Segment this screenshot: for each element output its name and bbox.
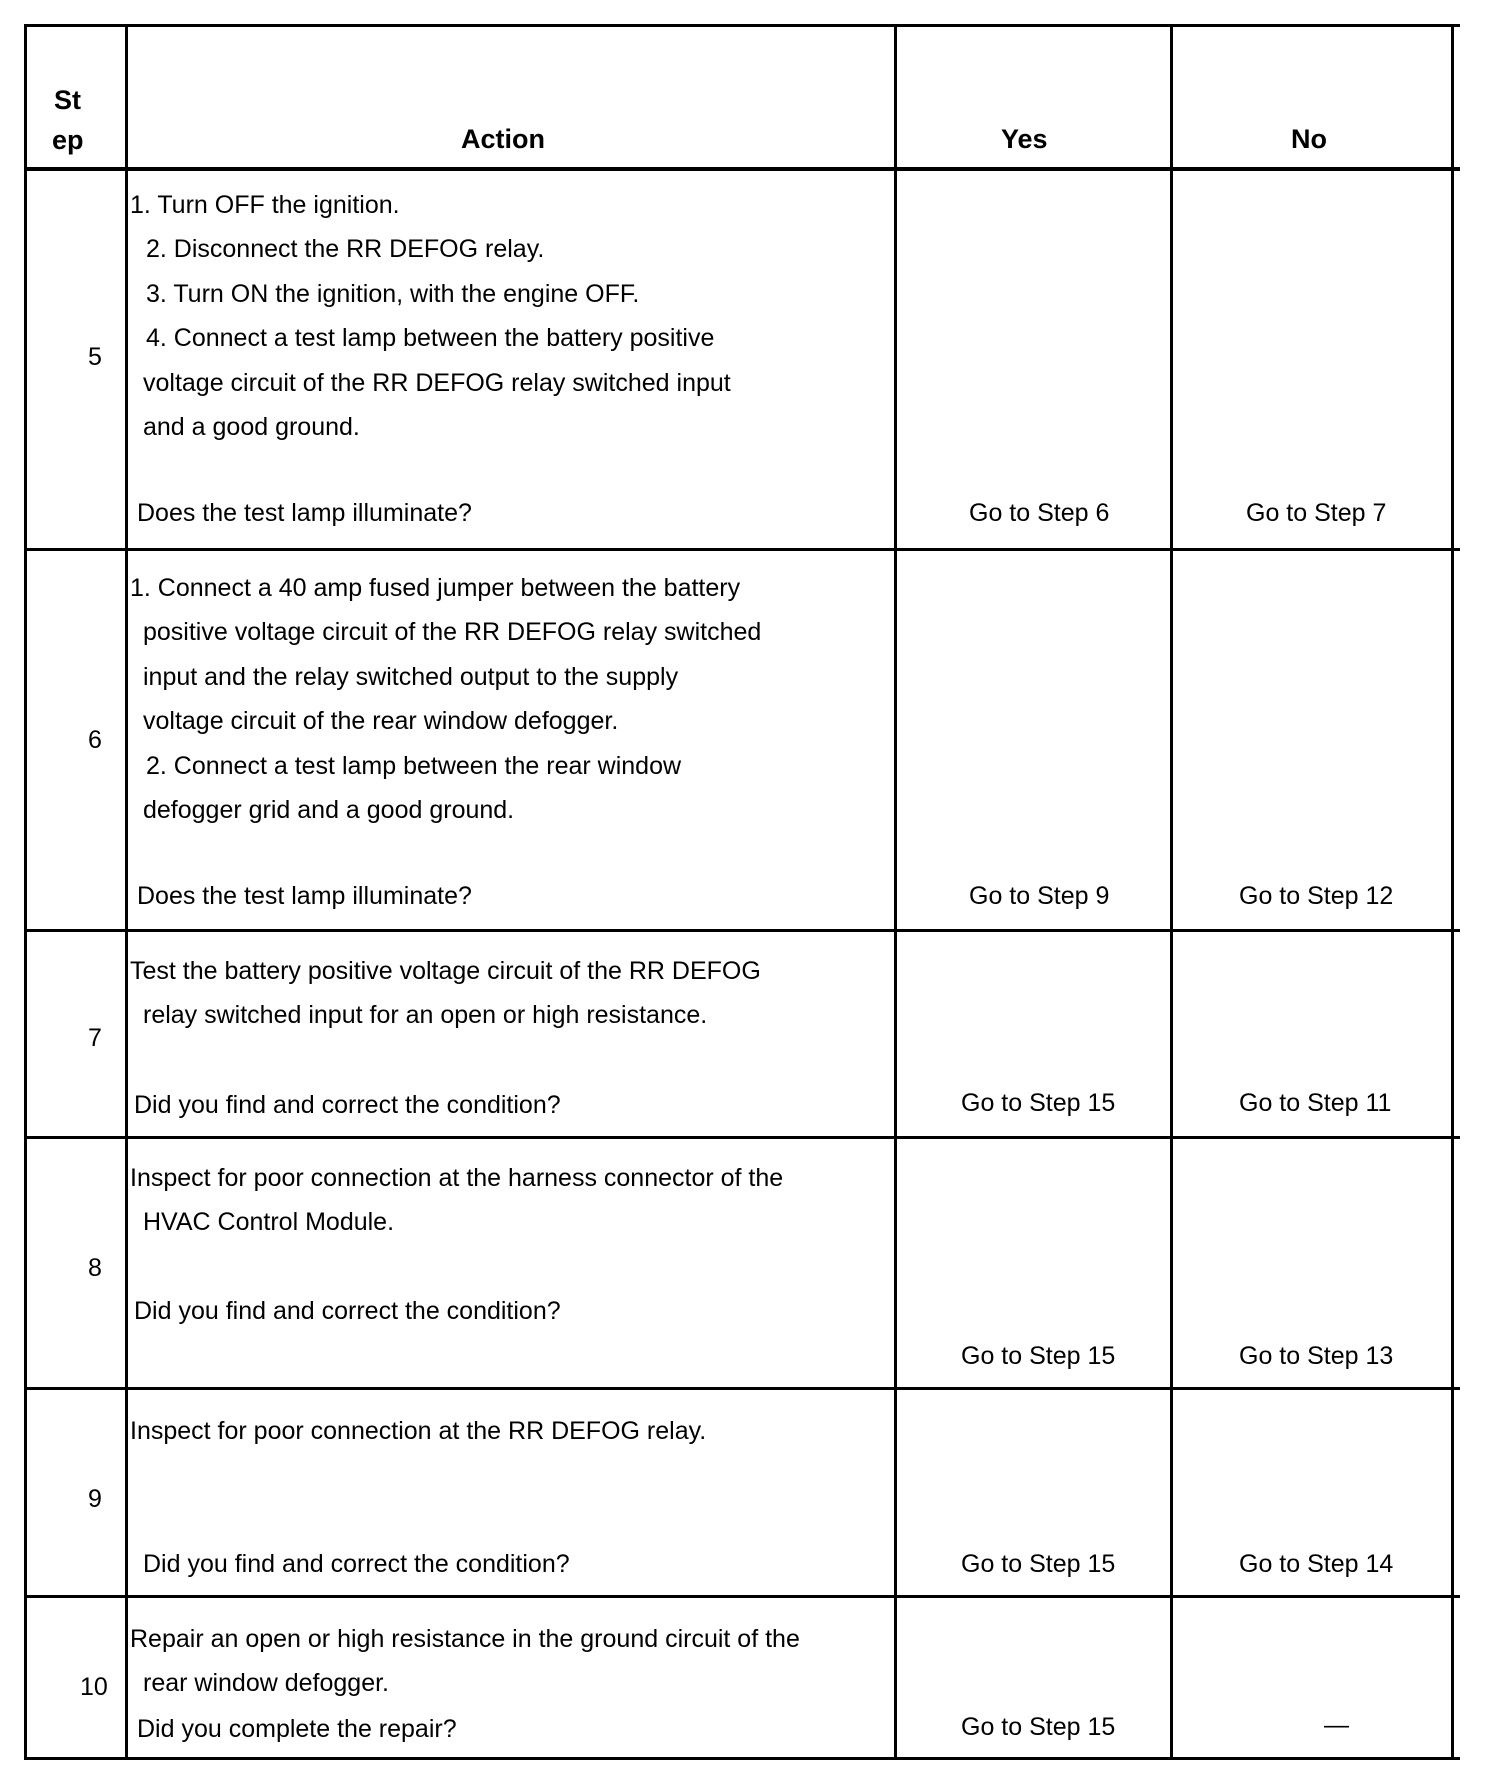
action-line: 4. Connect a test lamp between the battery positive <box>146 324 715 352</box>
header-no: No <box>1291 124 1327 154</box>
row-divider <box>24 1387 1460 1390</box>
action-line: 3. Turn ON the ignition, with the engine OFF. <box>146 280 640 308</box>
row-divider <box>24 548 1460 551</box>
action-line: defogger grid and a good ground. <box>143 796 515 824</box>
column-divider <box>894 24 897 1760</box>
no-result: Go to Step 12 <box>1239 882 1394 910</box>
action-line: HVAC Control Module. <box>143 1208 395 1236</box>
column-divider <box>125 24 128 1760</box>
action-question: Did you find and correct the condition? <box>143 1550 570 1578</box>
no-result: Go to Step 7 <box>1246 499 1387 527</box>
yes-result: Go to Step 15 <box>961 1342 1116 1370</box>
yes-result: Go to Step 6 <box>969 499 1110 527</box>
table-right-border <box>1451 24 1454 1760</box>
header-yes: Yes <box>1001 124 1048 154</box>
action-line: 2. Disconnect the RR DEFOG relay. <box>146 235 545 263</box>
step-number: 6 <box>88 726 102 754</box>
row-divider <box>24 1136 1460 1139</box>
no-result: Go to Step 14 <box>1239 1550 1394 1578</box>
header-step: St <box>54 85 81 115</box>
step-number: 7 <box>88 1024 102 1052</box>
action-line: Inspect for poor connection at the RR DEFOG relay. <box>130 1417 707 1445</box>
action-line: 1. Turn OFF the ignition. <box>130 191 400 219</box>
action-line: positive voltage circuit of the RR DEFOG relay switched <box>143 618 762 646</box>
action-line: Inspect for poor connection at the harness connector of the <box>130 1164 784 1192</box>
action-line: Repair an open or high resistance in the ground circuit of the <box>130 1625 800 1653</box>
no-result: Go to Step 11 <box>1239 1089 1392 1117</box>
table-bottom-border <box>24 1757 1460 1760</box>
yes-result: Go to Step 15 <box>961 1550 1116 1578</box>
header-bottom-border <box>24 167 1460 171</box>
yes-result: Go to Step 9 <box>969 882 1110 910</box>
table-top-border <box>24 24 1460 27</box>
action-question: Did you find and correct the condition? <box>134 1297 561 1325</box>
step-number: 10 <box>80 1673 108 1701</box>
action-line: 2. Connect a test lamp between the rear window <box>146 752 682 780</box>
column-divider <box>1170 24 1173 1760</box>
step-number: 5 <box>88 343 102 371</box>
action-line: 1. Connect a 40 amp fused jumper between the battery <box>130 574 741 602</box>
action-line: voltage circuit of the rear window defogger. <box>143 707 619 735</box>
action-line: rear window defogger. <box>143 1669 389 1697</box>
step-number: 9 <box>88 1485 102 1513</box>
action-line: relay switched input for an open or high resistance. <box>143 1001 708 1029</box>
no-result: — <box>1324 1711 1349 1739</box>
action-question: Did you complete the repair? <box>137 1715 457 1743</box>
yes-result: Go to Step 15 <box>961 1713 1116 1741</box>
action-question: Does the test lamp illuminate? <box>137 882 472 910</box>
step-number: 8 <box>88 1254 102 1282</box>
yes-result: Go to Step 15 <box>961 1089 1116 1117</box>
action-question: Does the test lamp illuminate? <box>137 499 472 527</box>
table-left-border <box>24 24 27 1760</box>
header-action: Action <box>461 124 545 154</box>
header-step: ep <box>52 125 84 155</box>
action-question: Did you find and correct the condition? <box>134 1091 561 1119</box>
action-line: input and the relay switched output to the supply <box>143 663 679 691</box>
action-line: voltage circuit of the RR DEFOG relay switched input <box>143 369 731 397</box>
no-result: Go to Step 13 <box>1239 1342 1394 1370</box>
action-line: Test the battery positive voltage circuit of the RR DEFOG <box>130 957 761 985</box>
action-line: and a good ground. <box>143 413 360 441</box>
row-divider <box>24 1595 1460 1598</box>
row-divider <box>24 929 1460 932</box>
